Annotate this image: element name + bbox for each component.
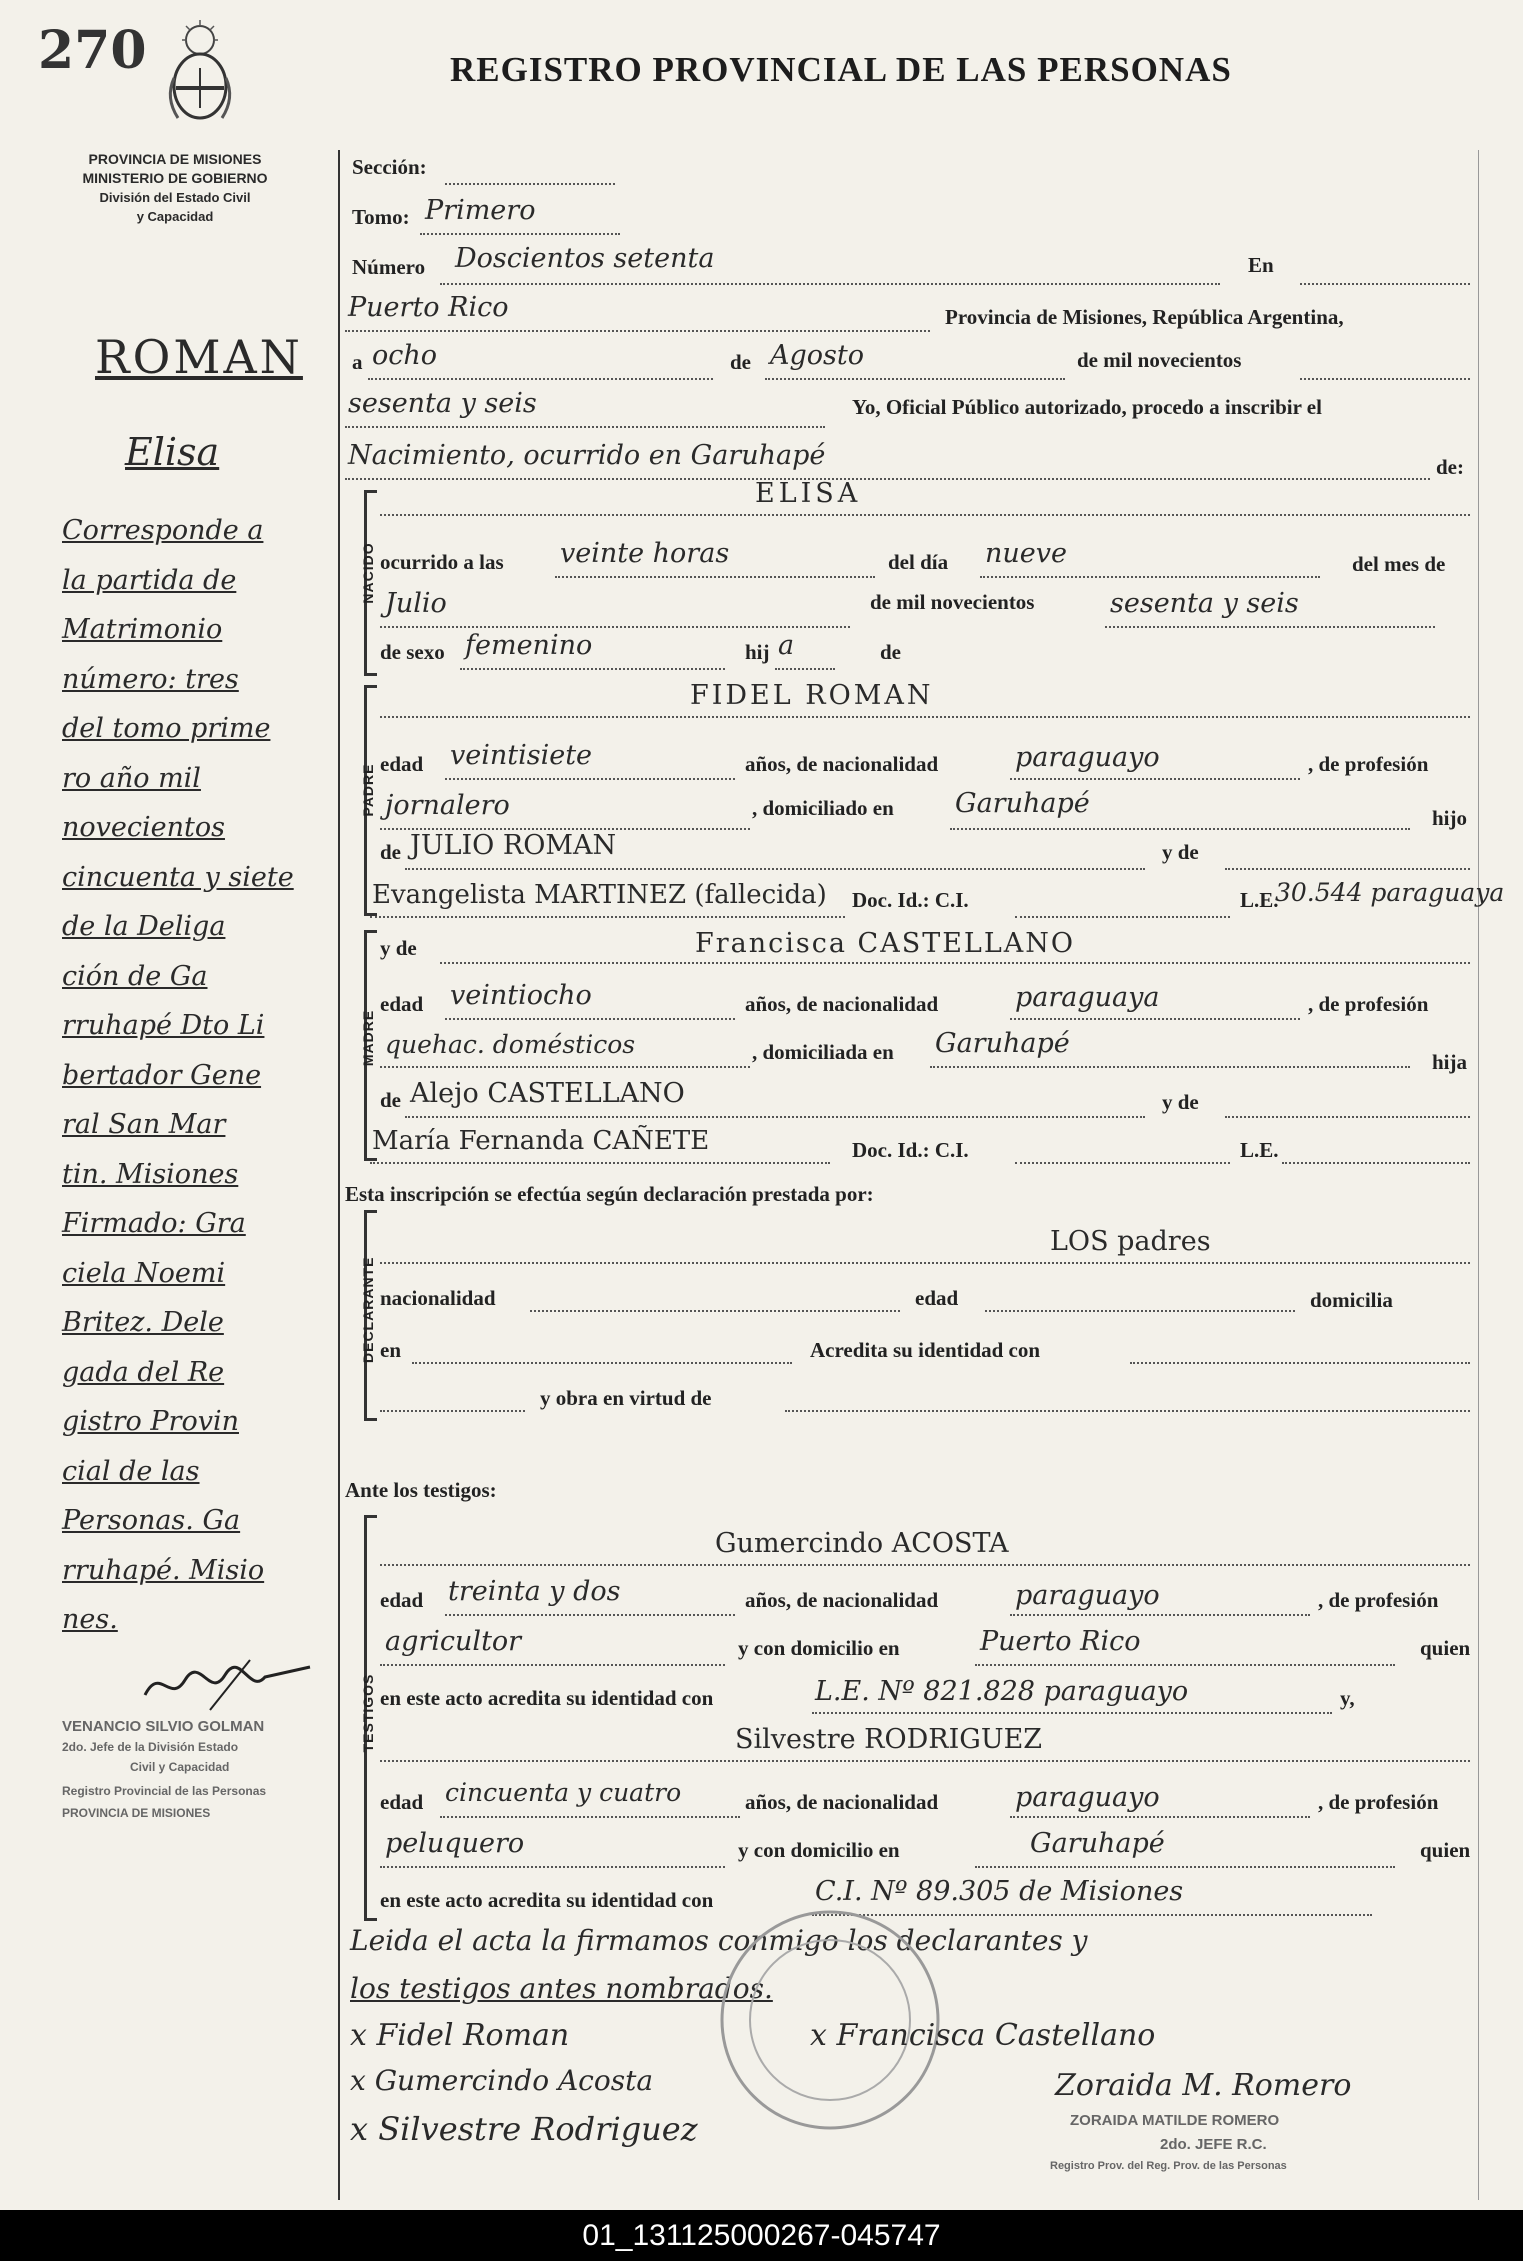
scan-id-footer: 01_131125000267-045747: [0, 2210, 1523, 2261]
nacido-section-label: NACIDO: [360, 542, 376, 604]
t2-nac-value: paraguayo: [1015, 1782, 1160, 1813]
del-mes-label: del mes de: [1352, 552, 1446, 576]
side-note-line: ral San Mar: [62, 1109, 226, 1140]
madre-le-label: L.E.: [1240, 1138, 1279, 1162]
abuela-m-value: María Fernanda CAÑETE: [372, 1126, 710, 1156]
hora-value: veinte horas: [560, 538, 730, 569]
side-stamp-line-3: Civil y Capacidad: [130, 1760, 230, 1774]
t1-prof-value: agricultor: [385, 1626, 522, 1657]
t1-edad-value: treinta y dos: [448, 1576, 621, 1607]
t1-nombre-value: Gumercindo ACOSTA: [715, 1528, 1009, 1559]
official-stamp-line-2: 2do. JEFE R.C.: [1160, 2136, 1267, 2153]
padre-profesion-label: , de profesión: [1308, 752, 1429, 776]
t2-nombre-value: Silvestre RODRIGUEZ: [735, 1724, 1043, 1755]
padre-doc-label: Doc. Id.: C.I.: [852, 888, 969, 912]
ante-testigos-label: Ante los testigos:: [345, 1478, 497, 1502]
provincia-label: Provincia de Misiones, República Argentina,: [945, 305, 1344, 329]
tomo-value: Primero: [425, 195, 536, 226]
madre-de-label: de: [380, 1088, 401, 1112]
hija-label: hija: [1432, 1050, 1468, 1074]
side-note-line: tin. Misiones: [62, 1158, 239, 1190]
side-note-line: Matrimonio: [62, 614, 223, 645]
de-sexo-label: de sexo: [380, 640, 445, 664]
side-note-line: gistro Provin: [62, 1406, 239, 1437]
side-note-line: nes.: [62, 1604, 118, 1635]
issuing-authority: [55, 150, 295, 226]
hij-label: hij: [745, 640, 770, 664]
side-stamp-line-4: Registro Provincial de las Personas: [62, 1784, 267, 1798]
side-note-line: gada del Re: [62, 1356, 225, 1388]
side-note-line: novecientos: [62, 812, 225, 843]
padre-le-label: L.E.: [1240, 888, 1279, 912]
side-signature: [140, 1655, 260, 1710]
decl-acredita-label: Acredita su identidad con: [810, 1338, 1041, 1362]
padre-y-de-label: y de: [1162, 840, 1199, 864]
de-mil-label: de mil novecientos: [1077, 348, 1242, 372]
sexo-value: femenino: [465, 630, 593, 661]
madre-prof-value: quehac. domésticos: [385, 1030, 636, 1059]
t2-edad-label: edad: [380, 1790, 424, 1814]
abuelo-m-value: Alejo CASTELLANO: [410, 1078, 685, 1109]
padre-domiciliado-label: , domiciliado en: [752, 796, 894, 820]
t1-id-value: L.E. Nº 821.828 paraguayo: [815, 1676, 1189, 1707]
t2-en-este-acto-label: en este acto acredita su identidad con: [380, 1888, 714, 1912]
madre-nac-value: paraguaya: [1015, 982, 1160, 1013]
de-mil2-label: de mil novecientos: [870, 590, 1035, 614]
mes-nac-value: Julio: [385, 588, 447, 619]
de-colon-label: de:: [1436, 455, 1464, 479]
a-label: a: [352, 350, 363, 374]
en-label: En: [1248, 253, 1274, 277]
side-note-line: Personas. Ga: [62, 1505, 241, 1536]
t2-profesion-label: , de profesión: [1318, 1790, 1439, 1814]
t2-dom-value: Garuhapé: [1030, 1828, 1165, 1859]
madre-section-label: MADRE: [360, 1009, 376, 1067]
hijo-label: hijo: [1432, 806, 1468, 830]
column-divider: [338, 150, 340, 2200]
right-margin-line: [1478, 150, 1479, 2200]
madre-y-de2-label: y de: [1162, 1090, 1199, 1114]
padre-nac-value: paraguayo: [1015, 742, 1160, 773]
decl-edad-label: edad: [915, 1286, 959, 1310]
t1-profesion-label: , de profesión: [1318, 1588, 1439, 1612]
signature-2: x Francisca Castellano: [810, 2018, 1156, 2053]
hij-suffix-value: a: [778, 630, 795, 661]
side-note-line: rruhapé Dto Li: [62, 1010, 265, 1041]
side-note-line: ro año mil: [62, 762, 201, 794]
t2-prof-value: peluquero: [385, 1828, 525, 1859]
madre-y-de-label: y de: [380, 936, 417, 960]
official-stamp-line-1: ZORAIDA MATILDE ROMERO: [1070, 2112, 1280, 2129]
t1-y-label: y,: [1340, 1686, 1355, 1710]
de-label: de: [730, 350, 751, 374]
madre-doc-label: Doc. Id.: C.I.: [852, 1138, 969, 1162]
tomo-label: Tomo:: [352, 205, 410, 229]
madre-nombre-value: Francisca CASTELLANO: [695, 928, 1076, 959]
page-number: 270: [38, 20, 147, 81]
t2-edad-value: cincuenta y cuatro: [445, 1778, 682, 1807]
padre-section-label: PADRE: [360, 763, 376, 817]
t1-edad-label: edad: [380, 1588, 424, 1612]
padre-edad-label: edad: [380, 752, 424, 776]
side-note-line: cial de las: [62, 1455, 200, 1487]
decl-en-label: en: [380, 1338, 401, 1362]
anio-nac-value: sesenta y seis: [1110, 588, 1299, 619]
abuela-p-value: Evangelista MARTINEZ (fallecida): [372, 880, 827, 910]
padre-anos-label: años, de nacionalidad: [745, 752, 939, 776]
t1-quien-label: quien: [1420, 1636, 1471, 1660]
declarantes-value: LOS padres: [1050, 1226, 1211, 1257]
padre-dom-value: Garuhapé: [955, 788, 1090, 819]
side-note-line: ción de Ga: [62, 960, 208, 992]
side-note-line: Corresponde a: [62, 515, 264, 546]
division-label-2: y Capacidad: [136, 209, 214, 224]
t1-anos-label: años, de nacionalidad: [745, 1588, 939, 1612]
side-note-line: la partida de: [62, 564, 237, 596]
inscripcion-label: Esta inscripción se efectúa según declaración prestada por:: [345, 1182, 874, 1206]
side-note-line: del tomo prime: [62, 713, 271, 744]
del-dia-label: del día: [888, 550, 949, 574]
side-note-line: Britez. Dele: [62, 1307, 224, 1338]
side-note-line: rruhapé. Misio: [62, 1554, 265, 1586]
t1-en-este-acto-label: en este acto acredita su identidad con: [380, 1686, 714, 1710]
mes-value: Agosto: [770, 340, 864, 371]
numero-value: Doscientos setenta: [455, 243, 715, 274]
side-note-line: Firmado: Gra: [62, 1208, 246, 1239]
declarante-section-label: DECLARANTE: [360, 1256, 376, 1363]
tipo-value: Nacimiento, ocurrido en Garuhapé: [348, 440, 826, 471]
padre-prof-value: jornalero: [385, 790, 510, 821]
division-label: División del Estado Civil: [99, 190, 251, 205]
de-label-2: de: [880, 640, 901, 664]
side-stamp-line-2: 2do. Jefe de la División Estado: [62, 1740, 239, 1754]
decl-nacionalidad-label: nacionalidad: [380, 1286, 496, 1310]
signature-4: x Silvestre Rodriguez: [350, 2110, 698, 2148]
numero-label: Número: [352, 255, 426, 279]
t2-anos-label: años, de nacionalidad: [745, 1790, 939, 1814]
t2-con-domicilio-label: y con domicilio en: [738, 1838, 900, 1862]
ocurrido-label: ocurrido a las: [380, 550, 504, 574]
dia-value: ocho: [372, 340, 438, 371]
testigos-section-label: TESTIGOS: [360, 1673, 376, 1753]
ministry-label: MINISTERIO DE GOBIERNO: [82, 170, 268, 186]
coat-of-arms-icon: [160, 18, 240, 123]
side-note-line: de la Deliga: [62, 911, 226, 942]
closing-line-1: Leida el acta la firmamos conmigo los declarantes y: [350, 1924, 1088, 1957]
nombre-value: ELISA: [755, 478, 862, 509]
side-surname: ROMAN: [95, 330, 303, 384]
decl-obra-label: y obra en virtud de: [540, 1386, 712, 1410]
anio-value: sesenta y seis: [348, 388, 537, 419]
document-title: REGISTRO PROVINCIAL DE LAS PERSONAS: [450, 50, 1232, 89]
lugar-value: Puerto Rico: [348, 292, 509, 323]
dia-nac-value: nueve: [985, 538, 1067, 569]
t2-id-value: C.I. Nº 89.305 de Misiones: [815, 1876, 1184, 1907]
signature-3: x Gumercindo Acosta: [350, 2064, 654, 2097]
abuelo-p-value: JULIO ROMAN: [410, 830, 617, 861]
side-given-name: Elisa: [125, 430, 220, 474]
madre-edad-label: edad: [380, 992, 424, 1016]
madre-anos-label: años, de nacionalidad: [745, 992, 939, 1016]
seccion-label: Sección:: [352, 155, 427, 179]
madre-edad-value: veintiocho: [450, 980, 592, 1011]
decl-domicilia-label: domicilia: [1310, 1288, 1393, 1312]
side-stamp-line-1: VENANCIO SILVIO GOLMAN: [62, 1718, 265, 1735]
yo-oficial-label: Yo, Oficial Público autorizado, procedo a inscribir el: [852, 395, 1322, 419]
side-stamp-line-5: PROVINCIA DE MISIONES: [62, 1806, 211, 1820]
closing-line-2: los testigos antes nombrados.: [350, 1972, 773, 2005]
padre-nombre-value: FIDEL ROMAN: [690, 680, 934, 711]
t1-nac-value: paraguayo: [1015, 1580, 1160, 1611]
madre-profesion-label: , de profesión: [1308, 992, 1429, 1016]
padre-le-value: 30.544 paraguaya: [1275, 878, 1505, 907]
side-note-line: ciela Noemi: [62, 1257, 226, 1289]
signature-1: x Fidel Roman: [350, 2018, 570, 2053]
side-note-line: número: tres: [62, 663, 239, 695]
t1-dom-value: Puerto Rico: [980, 1626, 1141, 1657]
madre-domiciliada-label: , domiciliada en: [752, 1040, 894, 1064]
madre-dom-value: Garuhapé: [935, 1028, 1070, 1059]
t2-quien-label: quien: [1420, 1838, 1471, 1862]
side-note-line: cincuenta y siete: [62, 861, 294, 893]
padre-de-label: de: [380, 840, 401, 864]
official-stamp-line-3: Registro Prov. del Reg. Prov. de las Personas: [1050, 2160, 1287, 2172]
side-note-line: bertador Gene: [62, 1059, 262, 1091]
t1-con-domicilio-label: y con domicilio en: [738, 1636, 900, 1660]
province-label: PROVINCIA DE MISIONES: [88, 151, 262, 167]
padre-edad-value: veintisiete: [450, 740, 593, 771]
official-signature: Zoraida M. Romero: [1055, 2068, 1352, 2103]
